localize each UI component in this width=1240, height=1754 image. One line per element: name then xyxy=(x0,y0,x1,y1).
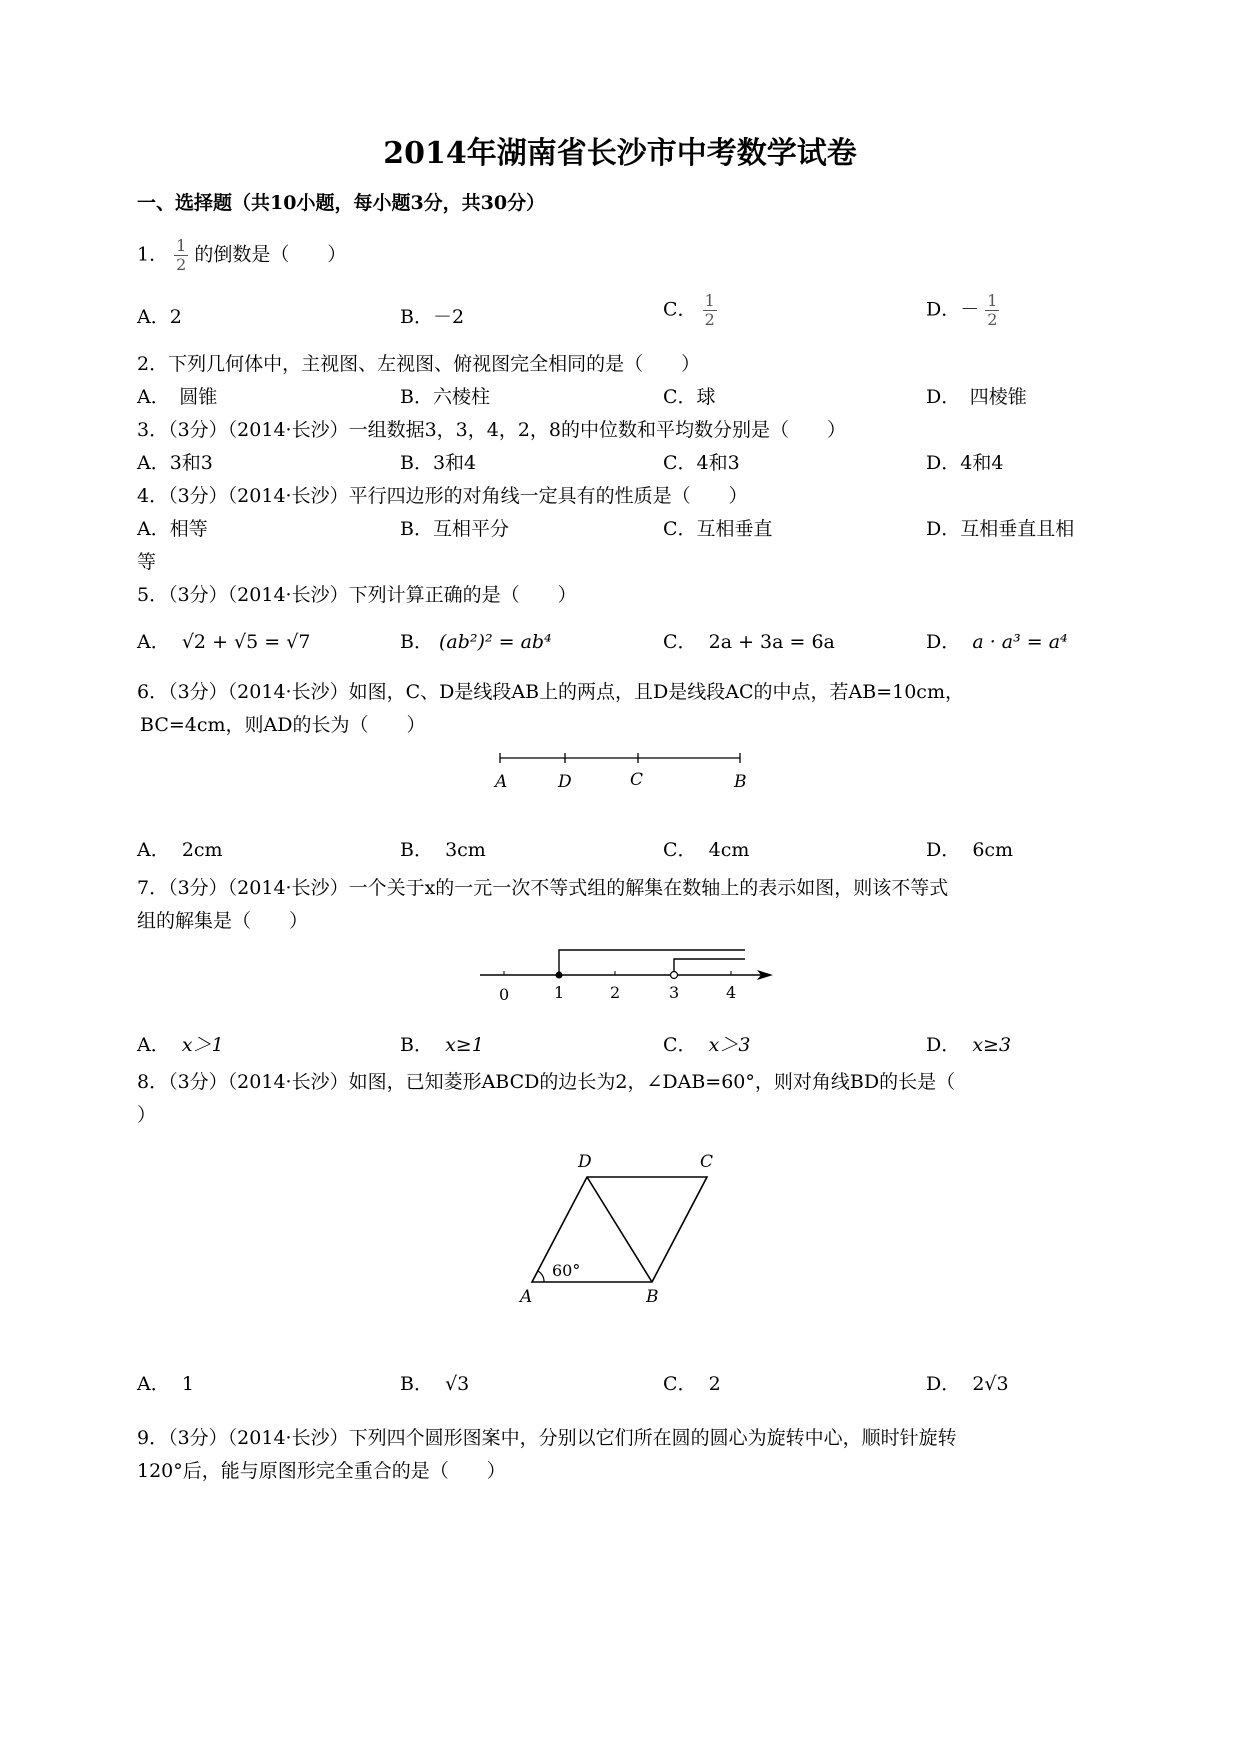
point-label-c: C xyxy=(630,770,644,790)
option-d: D． 2√3 xyxy=(926,1373,1009,1395)
option-c: C． x＞3 xyxy=(663,1034,751,1056)
option-a: A．2 xyxy=(137,306,182,328)
vertex-label-d: D xyxy=(578,1152,592,1172)
question-1-stem xyxy=(137,237,346,274)
question-6-stem: 6．（3分）（2014·长沙）如图，C、D是线段AB上的两点，且D是线段AC的中点，若AB=10cm， xyxy=(137,681,964,703)
option-c: C． 2a + 3a = 6a xyxy=(663,631,835,653)
option-b: B．3和4 xyxy=(400,452,477,474)
question-4-stem: 4．（3分）（2014·长沙）平行四边形的对角线一定具有的性质是（ ） xyxy=(137,485,748,507)
option-b: B．六棱柱 xyxy=(400,386,490,408)
page-title: 2014年湖南省长沙市中考数学试卷 xyxy=(383,136,857,171)
option-b: B． √3 xyxy=(400,1373,470,1395)
question-8-stem-2: ） xyxy=(137,1104,157,1126)
option-d: D． 四棱锥 xyxy=(926,386,1027,408)
option-d: D． a · a³ = a⁴ xyxy=(926,631,1068,653)
rhombus-figure xyxy=(510,1145,730,1315)
formula: √2 + √5 = √7 xyxy=(181,631,311,653)
option-b: B． (ab²)² = ab⁴ xyxy=(400,631,552,653)
option-b: B． x≥1 xyxy=(400,1034,484,1056)
option-b: B．互相平分 xyxy=(400,518,509,540)
option-a: A． √2 + √5 = √7 xyxy=(137,631,311,653)
question-2-stem: 2．下列几何体中，主视图、左视图、俯视图完全相同的是（ ） xyxy=(137,353,701,375)
option-c: C． 4cm xyxy=(663,839,750,861)
option-a: A．相等 xyxy=(137,518,208,540)
question-7-stem: 7．（3分）（2014·长沙）一个关于x的一元一次不等式组的解集在数轴上的表示如图，则该不等式 xyxy=(137,877,949,899)
point-label-a: A xyxy=(495,772,508,792)
tick-label: 0 xyxy=(499,985,510,1004)
number-line-figure xyxy=(475,945,775,1005)
option-a: A． 圆锥 xyxy=(137,386,218,408)
option-d: D．互相垂直且相 xyxy=(926,518,1075,540)
question-5-stem: 5．（3分）（2014·长沙）下列计算正确的是（ ） xyxy=(137,584,577,606)
vertex-label-b: B xyxy=(646,1287,659,1307)
question-text: 的倒数是（ ） xyxy=(194,243,347,266)
option-a: A．3和3 xyxy=(137,452,213,474)
option-c: C． $\frac{1}{2}$ xyxy=(663,291,715,329)
option-c: C．4和3 xyxy=(663,452,740,474)
question-3-stem: 3．（3分）（2014·长沙）一组数据3，3，4，2，8的中位数和平均数分别是（ ） xyxy=(137,419,847,441)
question-6-stem-2: BC=4cm，则AD的长为（ ） xyxy=(140,714,426,736)
question-9-stem-2: 120°后，能与原图形完全重合的是（ ） xyxy=(137,1460,506,1482)
fraction: $\frac{1}{2}$ xyxy=(176,236,187,274)
option-d: D．－ $\frac{1}{2}$ xyxy=(926,291,998,329)
tick-label: 4 xyxy=(726,983,737,1002)
option-c: C．球 xyxy=(663,386,716,408)
formula: a · a³ = a⁴ xyxy=(972,631,1068,653)
option-d: D．4和4 xyxy=(926,452,1004,474)
option-c: C． 2 xyxy=(663,1373,721,1395)
option-a: A． x＞1 xyxy=(137,1034,224,1056)
segment-figure xyxy=(490,748,750,793)
section-heading: 一、选择题（共10小题，每小题3分，共30分） xyxy=(137,192,546,214)
option-d: D． x≥3 xyxy=(926,1034,1012,1056)
tick-label: 3 xyxy=(669,983,680,1002)
option-b: B． 3cm xyxy=(400,839,486,861)
option-a: A． 1 xyxy=(137,1373,194,1395)
formula: 2a + 3a = 6a xyxy=(708,631,835,653)
question-8-stem: 8．（3分）（2014·长沙）如图，已知菱形ABCD的边长为2，∠DAB=60°，则对角线BD的长是（ xyxy=(137,1071,956,1093)
point-label-b: B xyxy=(734,772,747,792)
question-7-stem-2: 组的解集是（ ） xyxy=(137,910,309,932)
option-b: B．－2 xyxy=(400,306,465,328)
point-label-d: D xyxy=(558,772,572,792)
question-9-stem: 9．（3分）（2014·长沙）下列四个圆形图案中，分别以它们所在圆的圆心为旋转中心，顺时针旋转 xyxy=(137,1427,957,1449)
tick-label: 1 xyxy=(554,983,565,1002)
angle-label: 60° xyxy=(552,1261,581,1280)
tick-label: 2 xyxy=(610,983,621,1002)
option-d-wrap: 等 xyxy=(137,551,157,573)
option-a: A． 2cm xyxy=(137,839,223,861)
option-c: C．互相垂直 xyxy=(663,518,773,540)
vertex-label-a: A xyxy=(520,1287,533,1307)
vertex-label-c: C xyxy=(700,1152,714,1172)
formula: (ab²)² = ab⁴ xyxy=(439,631,552,653)
question-number: 1． xyxy=(137,243,169,266)
option-d: D． 6cm xyxy=(926,839,1014,861)
